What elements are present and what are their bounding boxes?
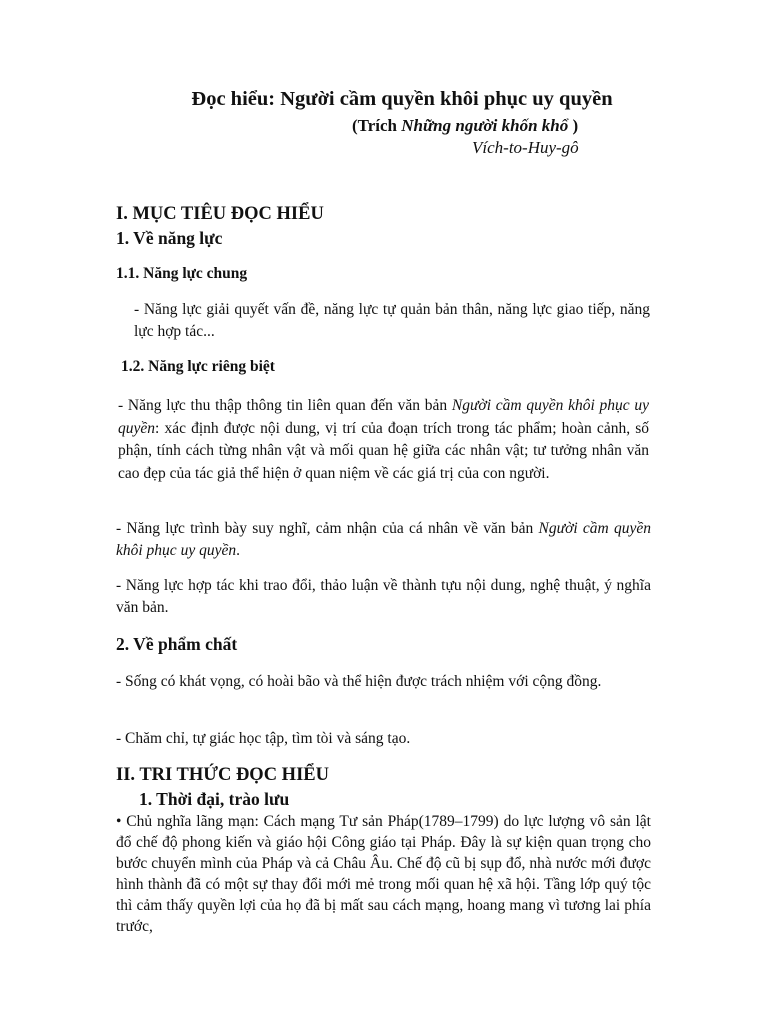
romanticism-paragraph [116, 811, 651, 937]
present-text-b: . [236, 542, 240, 559]
section1-sub1-heading: 1. Về năng lực [116, 228, 223, 248]
specific-competency-paragraph [118, 395, 649, 485]
section2-sub1-heading: 1. Thời đại, trào lưu [139, 789, 290, 809]
presentation-competency-paragraph [116, 518, 651, 562]
section1-heading: I. MỤC TIÊU ĐỌC HIỂU [116, 204, 324, 224]
section1-sub2-heading: 2. Về phẩm chất [116, 634, 238, 654]
cooperation-competency-paragraph: - Năng lực hợp tác khi trao đổi, thảo luận về thành tựu nội dung, nghệ thuật, ý nghĩa văn bản. [116, 577, 651, 616]
section1-sub1-2-heading: 1.2. Năng lực riêng biệt [121, 358, 275, 375]
present-text-italic: Người cầm quyền khôi phục uy quyền [116, 520, 651, 559]
specific-text-b: : xác định được nội dung, vị trí của đoạn trích trong tác phẩm; hoàn cảnh, số phận, tính cách từng nhân vật và mối quan hệ giữa các nhân vật; tư tưởng nhân văn cao đẹp của tác giả thể hiện ở quan niệm về các giá trị của con người. [118, 419, 649, 482]
general-competency-paragraph: - Năng lực giải quyết vấn đề, năng lực tự quản bản thân, năng lực giao tiếp, năng lực hợp tác... [134, 301, 650, 340]
excerpt-source [352, 116, 578, 136]
quality-paragraph-1: - Sống có khát vọng, có hoài bão và thể hiện được trách nhiệm với cộng đồng. [116, 673, 602, 690]
excerpt-prefix: (Trích [352, 116, 402, 135]
document-title: Đọc hiểu: Người cầm quyền khôi phục uy quyền [191, 88, 613, 110]
specific-text-a: - Năng lực thu thập thông tin liên quan đến văn bản [118, 397, 452, 414]
author-name: Vích-to-Huy-gô [472, 138, 579, 157]
section2-heading: II. TRI THỨC ĐỌC HIỂU [116, 765, 329, 785]
excerpt-suffix: ) [568, 116, 579, 135]
romanticism-text: Chủ nghĩa lãng mạn: Cách mạng Tư sản Pháp(1789–1799) do lực lượng vô sản lật đổ chế độ phong kiến và giáo hội Công giáo tại Pháp. Đây là sự kiện quan trọng cho bước chuyển mình của Pháp và cả Châu Âu. Chế độ cũ bị sụp đổ, nhà nước mới được hình thành đã có một sự thay đổi mới mẻ trong mối quan hệ xã hội. Tầng lớp quý tộc thì cảm thấy quyền lợi của họ đã bị mất sau cách mạng, hoang mang vì tương lai phía trước, [116, 813, 651, 935]
bullet-icon: • [116, 813, 122, 830]
section1-sub1-1-heading: 1.1. Năng lực chung [116, 265, 248, 282]
quality-paragraph-2: - Chăm chỉ, tự giác học tập, tìm tòi và sáng tạo. [116, 730, 411, 747]
specific-text-italic: Người cầm quyền khôi phục uy quyền [118, 397, 649, 437]
excerpt-work-title: Những người khốn khổ [401, 116, 569, 135]
present-text-a: - Năng lực trình bày suy nghĩ, cảm nhận của cá nhân về văn bản [116, 520, 539, 537]
